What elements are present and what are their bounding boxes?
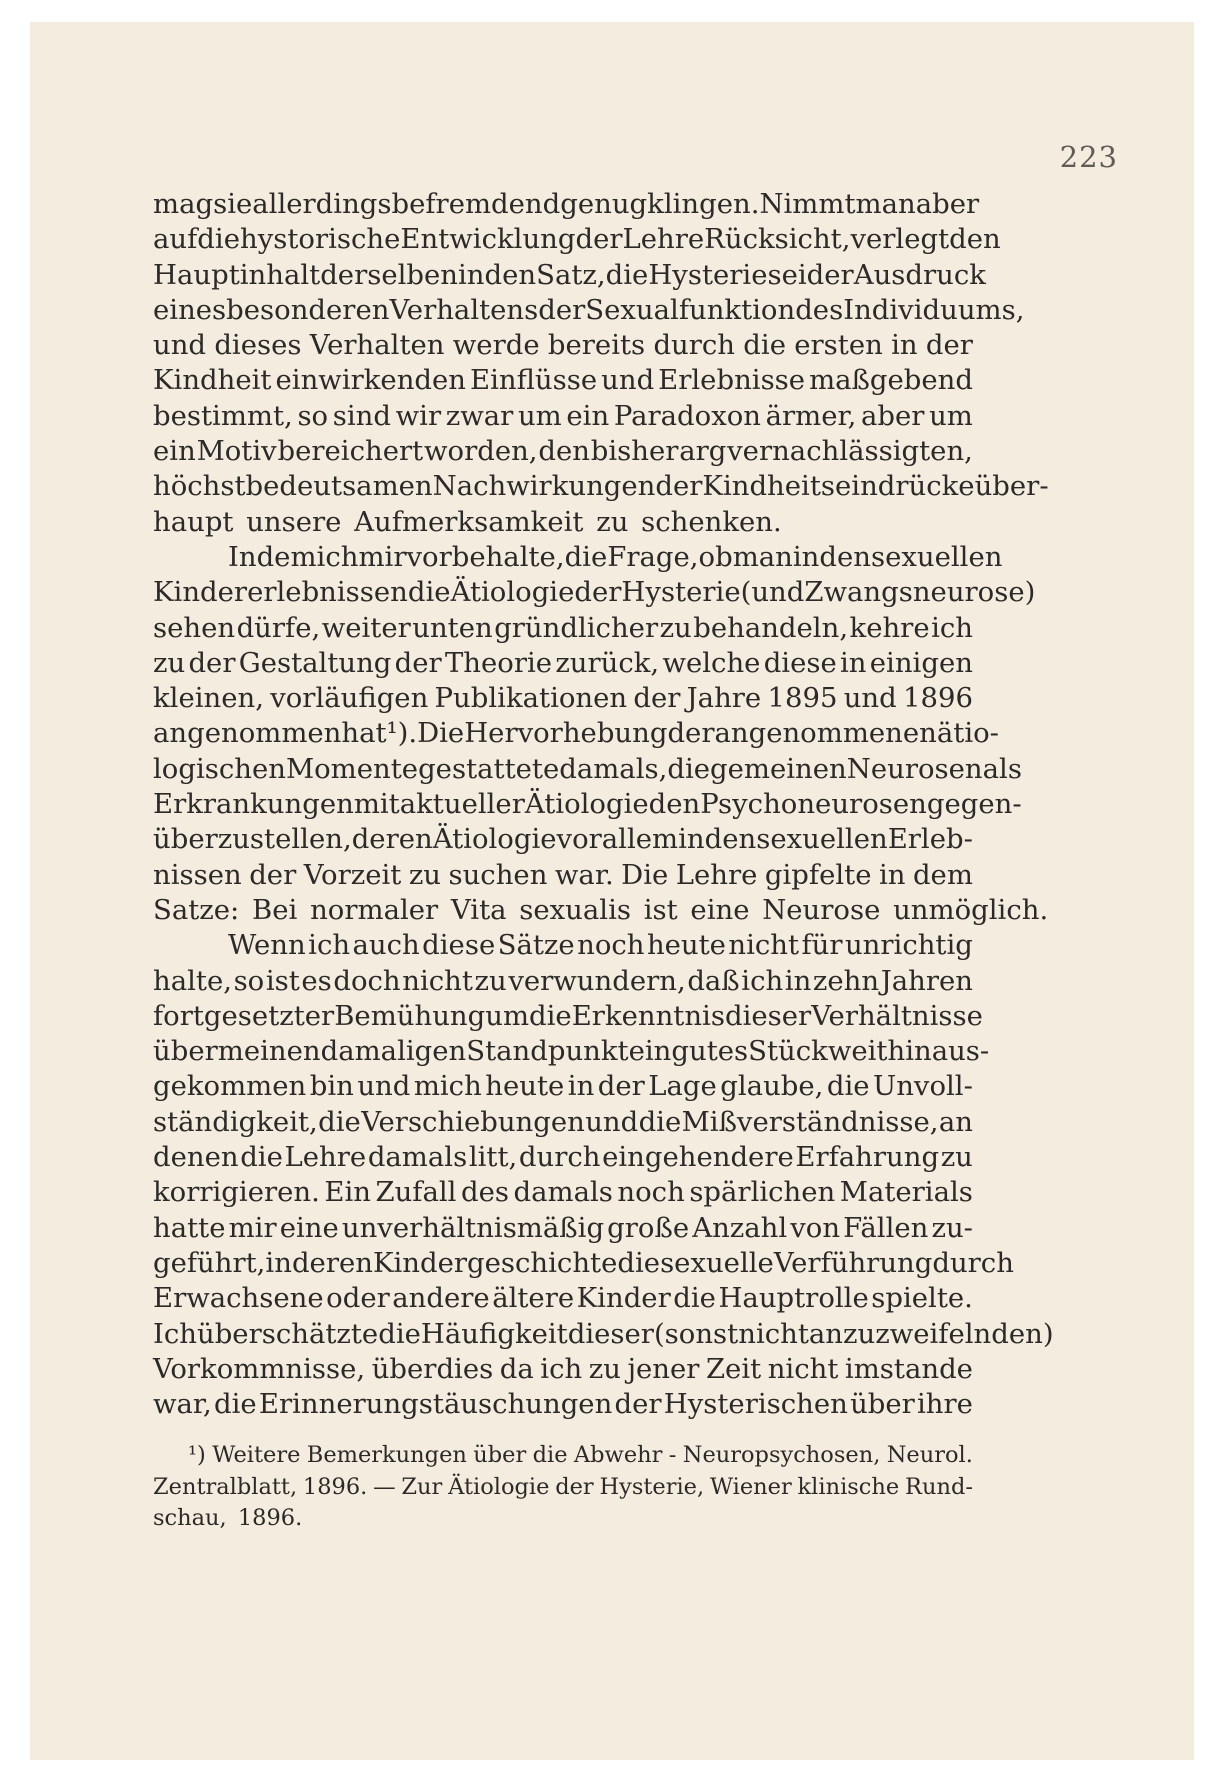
body-text-line: logischen Momente gestattete damals, die gemeinen Neurosen als [153, 752, 1022, 785]
body-text-line: eines besonderen Verhaltens der Sexualfunktion des Individuums, [153, 293, 1025, 326]
body-text-line: Indem ich mir vorbehalte, die Frage, ob man in den sexuellen [228, 540, 1003, 573]
body-text-line: sehen dürfe, weiter unten gründlicher zu behandeln, kehre ich [153, 611, 973, 644]
body-text [153, 187, 1054, 1422]
body-text-line: zu der Gestaltung der Theorie zurück, welche diese in einigen [153, 646, 973, 679]
body-text-line: auf die hystorische Entwicklung der Lehre Rücksicht, verlegt den [153, 223, 1001, 256]
body-text-line: nissen der Vorzeit zu suchen war. Die Lehre gipfelte in dem [153, 858, 973, 891]
body-text-line: Kindheit einwirkenden Einflüsse und Erlebnisse maßgebend [153, 364, 973, 397]
body-text-line: über meinen damaligen Standpunkt ein gutes Stück weit hinaus- [153, 1035, 990, 1068]
body-text-line: Ich überschätzte die Häufigkeit dieser (sonst nicht anzuzweifelnden) [153, 1317, 1054, 1350]
body-text-line: halte, so ist es doch nicht zu verwundern, daß ich in zehn Jahren [153, 964, 973, 997]
body-text-line: Kindererlebnissen die Ätiologie der Hysterie (und Zwangsneurose) [153, 576, 1036, 609]
body-text-line: ständigkeit, die Verschiebungen und die Mißverständnisse, an [153, 1105, 973, 1138]
footnote-line: Zentralblatt, 1896. — Zur Ätiologie der Hysterie, Wiener klinische Rund- [153, 1473, 973, 1500]
body-text-line: überzustellen, deren Ätiologie vor allem in den sexuellen Erleb- [153, 823, 973, 856]
body-text-line: mag sie allerdings befremdend genug klingen. Nimmt man aber [153, 188, 980, 220]
body-text-line: hatte mir eine unverhältnismäßig große Anzahl von Fällen zu- [153, 1211, 973, 1244]
body-text-line: Vorkommnisse, überdies da ich zu jener Zeit nicht imstande [153, 1352, 973, 1385]
body-text-line: war, die Erinnerungstäuschungen der Hysterischen über ihre [153, 1388, 973, 1421]
body-text-line: Hauptinhalt derselben in den Satz, die Hysterie sei der Ausdruck [153, 258, 986, 291]
footnote-line: schau, 1896. [153, 1505, 303, 1531]
body-text-line: angenommen hat¹). Die Hervorhebung der angenommenen ätio- [153, 717, 999, 750]
body-text-line: kleinen, vorläufigen Publikationen der Jahre 1895 und 1896 [153, 682, 973, 715]
body-text-line: höchst bedeutsamen Nachwirkungen der Kindheitseindrücke über- [153, 470, 1049, 503]
body-text-line: Erkrankungen mit aktueller Ätiologie den Psychoneurosen gegen- [153, 788, 1022, 821]
body-text-line: fortgesetzter Bemühung um die Erkenntnis dieser Verhältnisse [153, 999, 983, 1032]
body-text-line: korrigieren. Ein Zufall des damals noch spärlichen Materials [153, 1176, 973, 1209]
body-text-line: Satze: Bei normaler Vita sexualis ist eine Neurose unmöglich. [153, 893, 1049, 926]
body-text-line: gekommen bin und mich heute in der Lage glaube, die Unvoll- [153, 1070, 973, 1103]
body-text-line: denen die Lehre damals litt, durch eingehendere Erfahrung zu [153, 1141, 973, 1174]
body-text-line: haupt unsere Aufmerksamkeit zu schenken. [153, 505, 782, 538]
footnote-line: ¹) Weitere Bemerkungen über die Abwehr - Neuropsychosen, Neurol. [188, 1442, 973, 1468]
page-number: 223 [1059, 140, 1118, 174]
footnote [153, 1440, 973, 1535]
body-text-line: geführt, in deren Kindergeschichte die sexuelle Verführung durch [153, 1246, 1014, 1279]
body-text-line: ein Motiv bereichert worden, den bisher arg vernachlässigten, [153, 435, 973, 468]
body-text-line: bestimmt, so sind wir zwar um ein Paradoxon ärmer, aber um [153, 399, 973, 432]
body-text-line: und dieses Verhalten werde bereits durch die ersten in der [153, 329, 973, 362]
body-text-line: Wenn ich auch diese Sätze noch heute nicht für unrichtig [228, 929, 973, 962]
body-text-line: Erwachsene oder andere ältere Kinder die Hauptrolle spielte. [153, 1282, 973, 1315]
